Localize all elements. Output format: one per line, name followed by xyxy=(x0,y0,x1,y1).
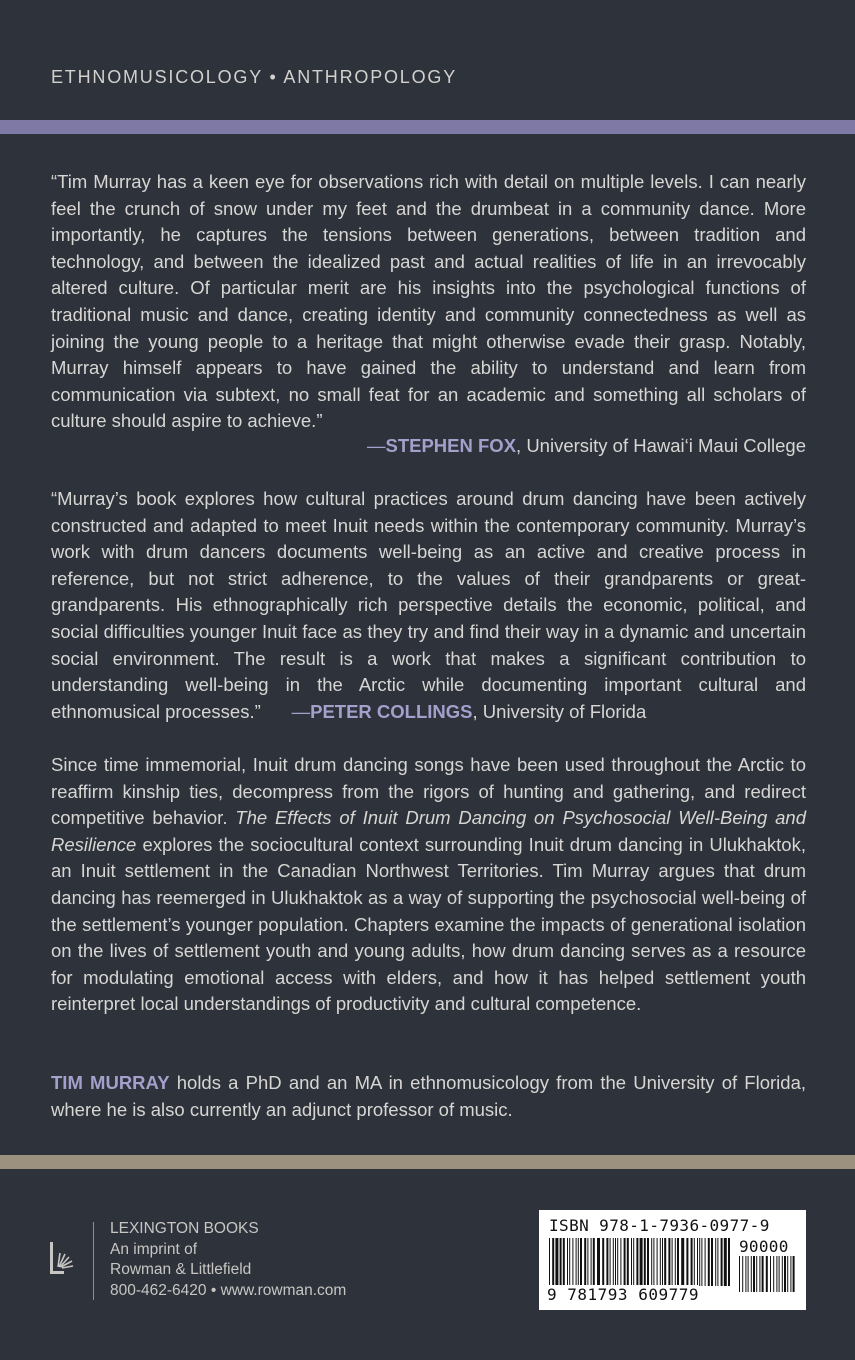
barcode-bar xyxy=(664,1238,666,1286)
ean-bars xyxy=(549,1238,733,1288)
barcode-addon-digits: 90000 xyxy=(739,1237,789,1256)
book-title: The Effects of Inuit Drum Dancing on Psychosocial Well-Being and Resilience xyxy=(51,807,807,855)
barcode-bar xyxy=(715,1238,716,1286)
barcode-bar xyxy=(699,1238,700,1286)
publisher-name: LEXINGTON BOOKS xyxy=(110,1220,259,1237)
barcode-bar xyxy=(597,1238,600,1286)
barcode-bar xyxy=(657,1238,658,1286)
barcode-bar xyxy=(563,1238,565,1286)
reviewer-affiliation: , University of Florida xyxy=(472,700,647,722)
barcode-bar xyxy=(742,1256,743,1292)
barcode-bar xyxy=(721,1238,723,1286)
publisher-contact: 800-462-6420 • www.rowman.com xyxy=(110,1281,347,1299)
barcode-bar xyxy=(681,1238,684,1286)
barcode-bar xyxy=(691,1238,693,1286)
barcode-bar xyxy=(591,1238,592,1286)
isbn-text: ISBN 978-1-7936-0977-9 xyxy=(549,1216,770,1235)
barcode-bar xyxy=(711,1238,713,1286)
barcode-bar xyxy=(584,1238,586,1286)
barcode-bar xyxy=(701,1238,702,1286)
barcode-bar xyxy=(624,1238,626,1286)
barcode-bar xyxy=(705,1238,706,1286)
barcode-bar xyxy=(644,1238,646,1286)
barcode-bar xyxy=(748,1256,749,1292)
reviewer-name: STEPHEN FOX xyxy=(385,435,517,456)
barcode-bar xyxy=(787,1256,788,1292)
review-quote-1 xyxy=(51,169,806,435)
description-intro: Since time immemorial, Inuit drum dancing songs have been used throughout the Arctic to reaffirm kinship ties, decompress from the rigors of hunting and gathering, and redirect competitive behavior. xyxy=(51,754,806,829)
barcode-bar xyxy=(697,1238,698,1286)
publisher-divider xyxy=(93,1222,94,1300)
barcode-bar xyxy=(617,1238,618,1286)
reviewer-affiliation: , University of Hawai‘i Maui College xyxy=(516,435,806,456)
barcode-bar xyxy=(552,1238,554,1286)
publisher-info xyxy=(110,1219,346,1301)
barcode-bar xyxy=(633,1238,634,1286)
attribution-dash: — xyxy=(366,435,386,456)
barcode-bar xyxy=(587,1238,588,1286)
attribution-dash: — xyxy=(291,700,311,722)
barcode-bar xyxy=(620,1238,621,1286)
author-bio-text: holds a PhD and an MA in ethnomusicology from the University of Florida, where he is also currently an adjunct professor of music. xyxy=(51,1072,806,1120)
barcode-bar xyxy=(668,1238,670,1286)
barcode-bar xyxy=(610,1238,611,1286)
publisher-parent: Rowman & Littlefield xyxy=(110,1261,252,1278)
barcode-bar xyxy=(651,1238,652,1286)
barcode-bar xyxy=(567,1238,568,1286)
barcode-bar xyxy=(576,1238,577,1286)
barcode-bar xyxy=(739,1256,740,1292)
barcode-bar xyxy=(762,1256,764,1292)
category-line: ETHNOMUSICOLOGY • ANTHROPOLOGY xyxy=(51,67,458,87)
barcode-bar xyxy=(613,1238,614,1286)
barcode-bar xyxy=(751,1256,752,1292)
barcode-bar xyxy=(675,1238,676,1286)
isbn-barcode xyxy=(539,1210,806,1310)
review-quote-1-text: “Tim Murray has a keen eye for observations rich with detail on multiple levels. I can nearly feel the crunch of snow under my feet and the drumbeat in a community dance. More importantly, he captures the tensions between generations, between tradition and technology, and between the idealized past and actual realities of life in an irrevocably altered culture. Of particular merit are his insights into the psychological functions of traditional music and dance, creating identity and community connectedness as well as joining the young people to a heritage that might otherwise evade their grasp. Notably, Murray himself appears to have gained the ability to understand and learn from communication via subtext, no small feat for an academic and something all scholars of culture should aspire to achieve.” xyxy=(51,171,806,432)
author-bio xyxy=(51,1070,806,1123)
barcode-bar xyxy=(770,1256,771,1292)
top-accent-band xyxy=(0,120,855,134)
barcode-bar xyxy=(724,1238,727,1286)
barcode-bar xyxy=(793,1256,795,1292)
barcode-bar xyxy=(784,1256,786,1292)
barcode-bar xyxy=(728,1238,730,1286)
barcode-bar xyxy=(776,1256,777,1292)
author-name: TIM MURRAY xyxy=(51,1072,170,1093)
barcode-bar xyxy=(782,1256,783,1292)
barcode-bar xyxy=(549,1238,550,1286)
barcode-bar xyxy=(572,1238,573,1286)
barcode-bar xyxy=(717,1238,718,1286)
barcode-bar xyxy=(753,1256,755,1292)
barcode-bar xyxy=(560,1238,562,1286)
description-body: explores the sociocultural context surrounding Inuit drum dancing in Ulukhaktok, an Inuit settlement in the Canadian Northwest Territories. Tim Murray argues that drum dancing has reemerged in Ulukhaktok as a way of supporting the psychosocial well-being of the settlement’s younger population. Chapters examine the impacts of generational isolation on the lives of settlement youth and young adults, how drum dancing serves as a resource for modulating emotional access with elders, and how it has helped settlement youth reinterpret local understandings of productivity and cultural competence. xyxy=(51,833,806,1015)
barcode-bar xyxy=(677,1238,679,1286)
publisher-logo-icon xyxy=(49,1240,79,1276)
book-description xyxy=(51,752,806,1018)
barcode-bar xyxy=(647,1238,649,1286)
barcode-bar xyxy=(631,1238,632,1286)
barcode-bar xyxy=(790,1256,791,1292)
review-quote-1-attribution xyxy=(51,433,806,460)
barcode-bar xyxy=(640,1238,643,1286)
barcode-bar xyxy=(672,1238,673,1286)
barcode-bar xyxy=(660,1238,661,1286)
barcode-bar xyxy=(606,1238,608,1286)
barcode-bar xyxy=(615,1238,616,1286)
barcode-bar xyxy=(759,1256,760,1292)
barcode-digits: 9 781793 609779 xyxy=(547,1285,699,1304)
barcode-bar xyxy=(569,1238,570,1286)
barcode-bar xyxy=(555,1238,558,1286)
review-quote-2-text: “Murray’s book explores how cultural practices around drum dancing have been actively constructed and adapted to meet Inuit needs within the contemporary community. Murray’s work with drum dancers documents well-being as an active and creative process in reference, but not strict adherence, to the values of their grandparents or great-grandparents. His ethnographically rich perspective details the economic, political, and social difficulties younger Inuit face as they try and find their way in a dynamic and uncertain social environment. The result is a work that makes a significant contribution to understanding well-being in the Arctic while documenting important cultural and ethnomusical processes.” xyxy=(51,488,806,722)
barcode-bar xyxy=(756,1256,757,1292)
addon-bars xyxy=(739,1256,799,1301)
barcode-bar xyxy=(708,1238,710,1286)
barcode-bar xyxy=(686,1238,688,1286)
bottom-accent-band xyxy=(0,1155,855,1169)
barcode-bar xyxy=(593,1238,595,1286)
barcode-bar xyxy=(627,1238,629,1286)
barcode-bar xyxy=(662,1238,663,1286)
barcode-bar xyxy=(694,1238,695,1286)
barcode-bar xyxy=(745,1256,746,1292)
review-quote-2 xyxy=(51,486,806,725)
barcode-bar xyxy=(779,1256,780,1292)
barcode-bar xyxy=(766,1256,768,1292)
barcode-bar xyxy=(602,1238,604,1286)
barcode-bar xyxy=(653,1238,654,1286)
barcode-bar xyxy=(578,1238,579,1286)
barcode-bar xyxy=(636,1238,638,1286)
reviewer-name: PETER COLLINGS xyxy=(310,700,473,722)
barcode-bar xyxy=(580,1238,582,1286)
publisher-imprint: An imprint of xyxy=(110,1240,198,1258)
barcode-bar xyxy=(773,1256,774,1292)
